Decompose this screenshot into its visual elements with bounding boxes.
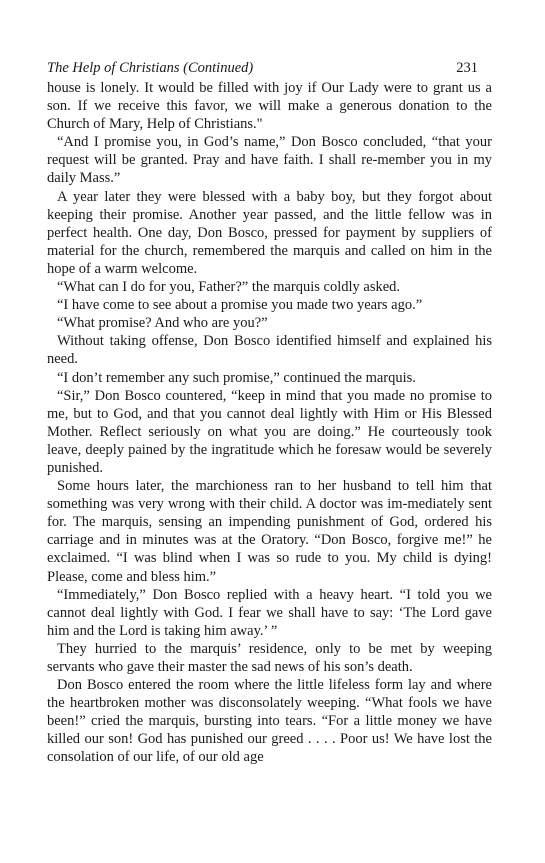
paragraph: “Immediately,” Don Bosco replied with a heavy heart. “I told you we cannot deal lightly with God. I fear we shall have to say: ‘The Lord gave him and the Lord is taking him away.’ ” bbox=[47, 586, 492, 639]
paragraph: “What promise? And who are you?” bbox=[57, 315, 268, 332]
paragraph: Some hours later, the marchioness ran to her husband to tell him that something was very wrong with their child. A doctor was im-mediately sent for. The marquis, sensing an impending punishment of God, ordered his carriage and in minutes was at the Oratory. “Don Bosco, forgive me!” he exclaimed. “I was blind when I was so rude to you. My child is dying! Please, come and bless him.” bbox=[47, 478, 492, 585]
running-header bbox=[47, 58, 492, 78]
paragraph: They hurried to the marquis’ residence, only to be met by weeping servants who gave their master the sad news of his son’s death. bbox=[47, 640, 492, 675]
paragraph: Don Bosco entered the room where the little lifeless form lay and where the heartbroken mother was disconsolately weeping. “What fools we have been!” cried the marquis, bursting into tears. “For a little money we have killed our son! God has punished our greed . . . . Poor us! We have lost the consolation of our life, of our old age bbox=[47, 677, 492, 766]
running-title: The Help of Christians (Continued) bbox=[47, 60, 254, 76]
paragraph: “I don’t remember any such promise,” continued the marquis. bbox=[57, 369, 416, 386]
paragraph: “I have come to see about a promise you made two years ago.” bbox=[57, 297, 423, 314]
paragraph: “And I promise you, in God’s name,” Don Bosco concluded, “that your request will be granted. Pray and have faith. I shall re-member you in my daily Mass.” bbox=[47, 134, 492, 187]
paragraph: “Sir,” Don Bosco countered, “keep in mind that you made no promise to me, but to God, and that you cannot deal lightly with Him or His Blessed Mother. Reflect seriously on what you are doing.” He courteously took leave, deeply pained by the ingratitude which he foresaw would be severely punished. bbox=[47, 387, 492, 476]
paragraph: A year later they were blessed with a baby boy, but they forgot about keeping their promise. Another year passed, and the little fellow was in perfect health. One day, Don Bosco, pressed for payment by suppliers of material for the church, remembered the marquis and called on him in the hope of a warm welcome. bbox=[47, 188, 492, 277]
page-number: 231 bbox=[456, 60, 478, 76]
paragraph: “What can I do for you, Father?” the marquis coldly asked. bbox=[57, 279, 401, 296]
paragraph: house is lonely. It would be filled with joy if Our Lady were to grant us a son. If we receive this favor, we will make a generous donation to the Church of Mary, Help of Christians." bbox=[47, 80, 492, 133]
body-text bbox=[47, 79, 492, 767]
paragraph: Without taking offense, Don Bosco identified himself and explained his need. bbox=[47, 333, 492, 368]
book-page bbox=[47, 58, 492, 767]
